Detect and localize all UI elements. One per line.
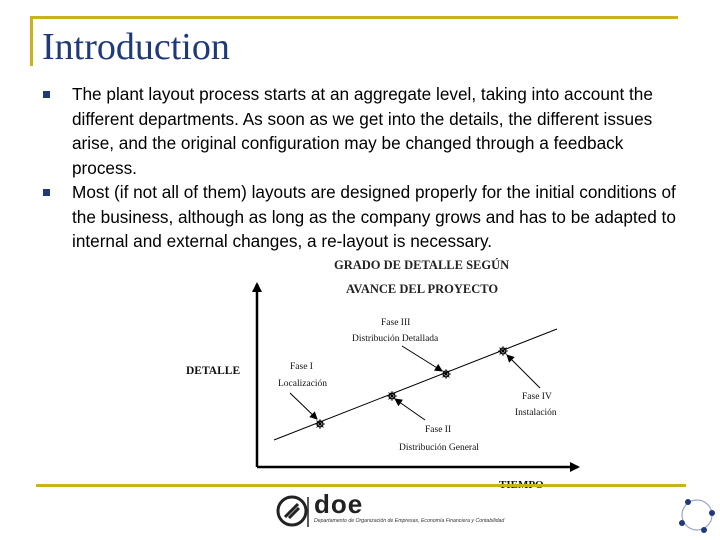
logo-wordmark: doe — [314, 489, 364, 519]
slide-title: Introduction — [42, 26, 230, 68]
bullet-text: The plant layout process starts at an aggregate level, taking into account the different departments. As soon as we get into the details, the different issues arise, and the original configuration may be changed through a feedback process. — [72, 84, 653, 178]
phase-2-name: Fase II — [425, 425, 452, 435]
phase-1-arrow — [290, 393, 317, 419]
phase-4-arrow — [507, 355, 540, 388]
phase-4-description: Instalación — [515, 408, 557, 418]
phase-2-arrow — [395, 399, 425, 420]
diagram-title-line1: GRADO DE DETALLE SEGÚN — [334, 258, 510, 272]
bullet-text: Most (if not all of them) layouts are designed properly for the initial conditions of the business, although as long as the company grows and has to be adapted to internal and external changes, a re-layout is necessary. — [72, 182, 676, 251]
footer-rule — [36, 484, 686, 487]
phase-4-name: Fase IV — [522, 392, 552, 402]
footer-logo — [276, 489, 536, 529]
phase-1-name: Fase I — [290, 362, 313, 372]
doe-emblem-icon — [276, 495, 310, 529]
phase-4-marker — [498, 346, 508, 356]
y-axis-label: DETALLE — [186, 365, 241, 377]
phase-1-description: Localización — [278, 379, 328, 389]
phase-1-marker — [315, 419, 325, 429]
phase-2-description: Distribución General — [399, 443, 479, 453]
diagram-title-line2: AVANCE DEL PROYECTO — [346, 282, 499, 296]
logo-subtitle: Departamento de Organización de Empresas, Economía Financiera y Contabilidad — [314, 518, 505, 524]
phase-3-description: Distribución Detallada — [352, 334, 439, 344]
corner-ring-decoration — [678, 496, 716, 534]
phase-3-name: Fase III — [381, 318, 411, 328]
phase-3-marker — [441, 369, 451, 379]
phase-3-arrow — [402, 346, 442, 371]
